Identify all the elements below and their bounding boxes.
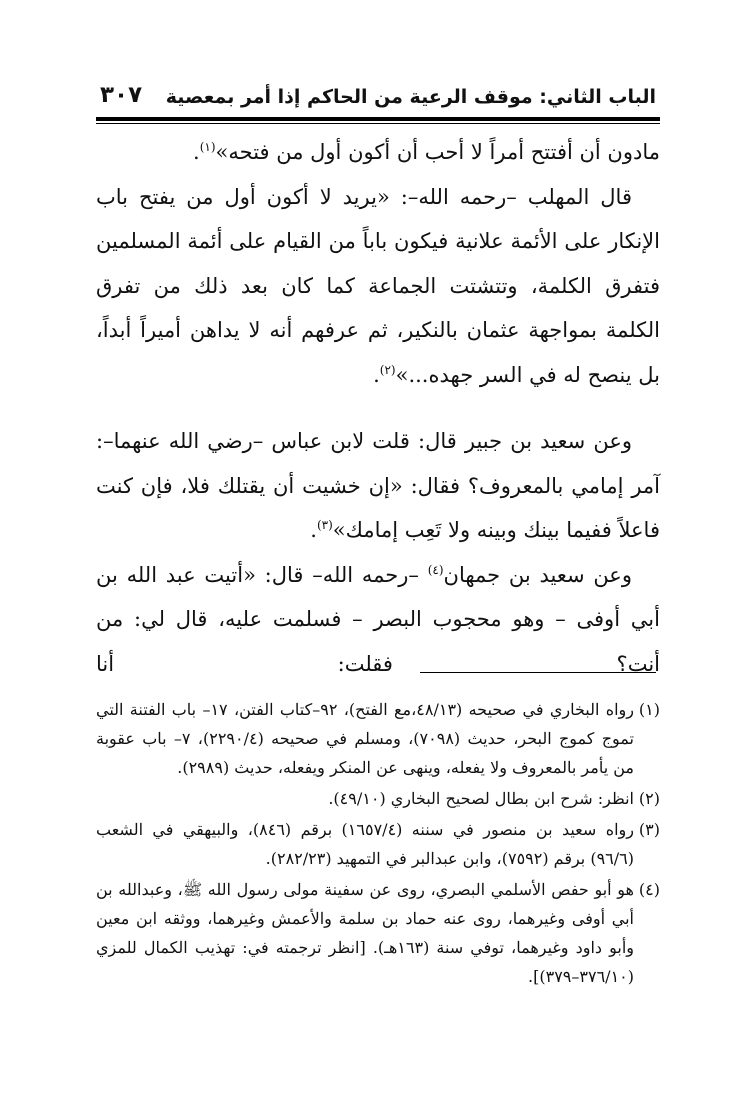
footnote-number: (٤) [638,880,660,899]
footnote-number: (١) [638,700,660,719]
footnote-text: رواه سعيد بن منصور في سننه (١٦٥٧/٤) برقم (٨٤٦)، والبيهقي في الشعب (٩٦/٦) برقم (٧٥٩٢)، وابن عبدالبر في التمهيد (٢٨٢/٢٣). [96,820,634,868]
footnote-text: انظر: شرح ابن بطال لصحيح البخاري (٤٩/١٠). [328,789,634,808]
paragraph-1: مادون أن أفتتح أمراً لا أحب أن أكون أول من فتحه»$^{(١)}$. [193,140,660,164]
running-header [100,82,656,114]
footnote-number: (٣) [638,820,660,839]
page-number: ٣٠٧ [100,82,143,108]
paragraph-3: وعن سعيد بن جبير قال: قلت لابن عباس –رضي الله عنهما–: آمر إمامي بالمعروف؟ فقال: «إن خشيت أن يقتلك فلا، فإن كنت فاعلاً ففيما بينك وبينه ولا تَعِب إمامك»$^{(٣)}$. [96,429,660,542]
footnote-ref-2: (٢) [379,362,396,377]
paragraph-2: قال المهلب –رحمه الله–: «يريد لا أكون أول من يفتح باب الإنكار على الأئمة علانية فيكون باباً من القيام على أئمة المسلمين فتفرق الكلمة، وتتشتت الجماعة كما كان بعد ذلك من تفرق الكلمة بمواجهة عثمان بالنكير، ثم عرفهم أنه لا يداهن أميراً أبداً، بل ينصح له في السر جهده...»$^{(٢)}$. [96,184,660,387]
footnote-separator [420,672,656,673]
footnotes [96,695,660,993]
footnote-ref-3: (٣) [316,518,333,532]
footnote-text: هو أبو حفص الأسلمي البصري، روى عن سفينة مولى رسول الله ﷺ، وعبدالله بن أبي أوفى وغيرهما، روى عنه حماد بن سلمة والأعمش وغيرهما، ووثقه ابن معين وأبو داود وغيرهما، توفي سنة (١٦٣هـ). [انظر ترجمته في: تهذيب الكمال للمزي (٣٧٦/١٠–٣٧٩)]. [96,880,634,986]
main-text [96,130,660,686]
footnote-1 [96,695,660,782]
footnote-number: (٢) [638,789,660,808]
header-rule [96,117,660,124]
footnote-3 [96,815,660,873]
footnote-text: رواه البخاري في صحيحه (٤٨/١٣،مع الفتح)، ٩٢–كتاب الفتن، ١٧– باب الفتنة التي تموج كموج البحر، حديث (٧٠٩٨)، ومسلم في صحيحه (٢٢٩٠/٤)، ٧– باب عقوبة من يأمر بالمعروف ولا يفعله، وينهى عن المنكر ويفعله، حديث (٢٩٨٩). [96,700,635,777]
footnote-2 [96,784,660,813]
footnote-ref-1: (١) [199,140,216,154]
paragraph-4: وعن سعيد بن جمهان$^{(٤)}$ –رحمه الله– قال: «أتيت عبد الله بن أبي أوفى – وهو محجوب البصر – فسلمت عليه، قال لي: من أنت؟ فقلت: أنا [96,562,660,676]
footnote-ref-4: (٤) [427,562,444,577]
chapter-title: الباب الثاني: موقف الرعية من الحاكم إذا أمر بمعصية [165,86,656,108]
footnote-4 [96,875,660,991]
